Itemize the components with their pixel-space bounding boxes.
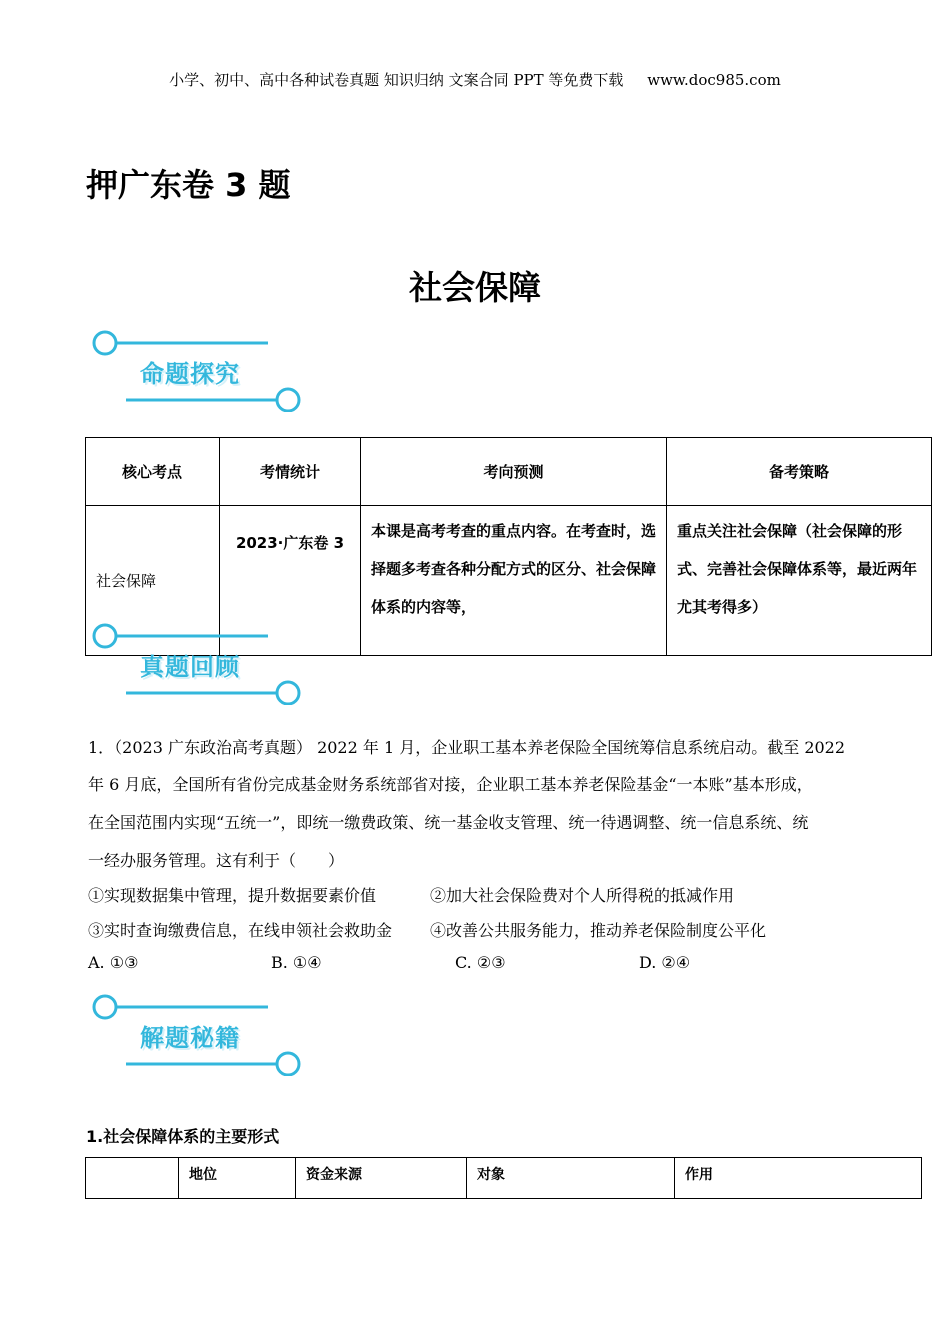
choice-d: D. ②④ (639, 953, 691, 972)
choice-c: C. ②③ (455, 953, 506, 972)
statement-3: ③实时查询缴费信息，在线申领社会救助金 (88, 921, 393, 940)
header-cell: 作用 (675, 1158, 922, 1199)
banner-label: 解题秘籍 (140, 1024, 240, 1052)
statement-4: ④改善公共服务能力，推动养老保险制度公平化 (430, 921, 767, 940)
page-header: 小学、初中、高中各种试卷真题 知识归纳 文案合同 PPT 等免费下载 www.doc985.com (169, 71, 781, 89)
forecast-cell: 本课是高考考查的重点内容。在考查时，选择题多考查各种分配方式的区分、社会保障体系的内容等， (361, 506, 667, 656)
choice-b: B. ①④ (271, 953, 322, 972)
question-line: 在全国范围内实现“五统一”，即统一缴费政策、统一基金收支管理、统一待遇调整、统一信息系统、统 (88, 813, 809, 832)
page-title: 押广东卷 3 题 (86, 166, 291, 204)
stats-cell: 2023·广东卷 3 (220, 506, 361, 656)
header-cell: 核心考点 (86, 438, 220, 506)
strategy-cell: 重点关注社会保障（社会保障的形式、完善社会保障体系等，最近两年尤其考得多） (667, 506, 932, 656)
question-line: 1．（2023 广东政治高考真题） 2022 年 1 月，企业职工基本养老保险全国统筹信息系统启动。截至 2022 (88, 738, 846, 757)
document-title: 社会保障 (409, 268, 541, 307)
header-cell: 对象 (467, 1158, 675, 1199)
header-cell: 考向预测 (361, 438, 667, 506)
banner-label: 真题回顾 (140, 653, 240, 681)
header-cell: 考情统计 (220, 438, 361, 506)
banner-past-exams (88, 623, 308, 705)
table-header-row (86, 1158, 922, 1199)
question-line: 一经办服务管理。这有利于（ ） (88, 851, 345, 870)
topic-cell: 社会保障 (86, 506, 220, 656)
section-heading: 1.社会保障体系的主要形式 (86, 1127, 280, 1146)
header-cell: 资金来源 (296, 1158, 467, 1199)
statement-2: ②加大社会保险费对个人所得税的抵减作用 (430, 886, 735, 905)
header-cell: 地位 (179, 1158, 296, 1199)
header-cell (86, 1158, 179, 1199)
question-line: 年 6 月底，全国所有省份完成基金财务系统部省对接，企业职工基本养老保险基金“一本账”基本形成， (88, 775, 813, 794)
statement-1: ①实现数据集中管理，提升数据要素价值 (88, 886, 377, 905)
social-security-forms-table (85, 1157, 922, 1199)
banner-label: 命题探究 (140, 360, 240, 388)
table-header-row (86, 438, 932, 506)
banner-proposition (88, 330, 308, 412)
header-cell: 备考策略 (667, 438, 932, 506)
banner-solution-tips (88, 994, 308, 1076)
choice-a: A. ①③ (88, 953, 139, 972)
